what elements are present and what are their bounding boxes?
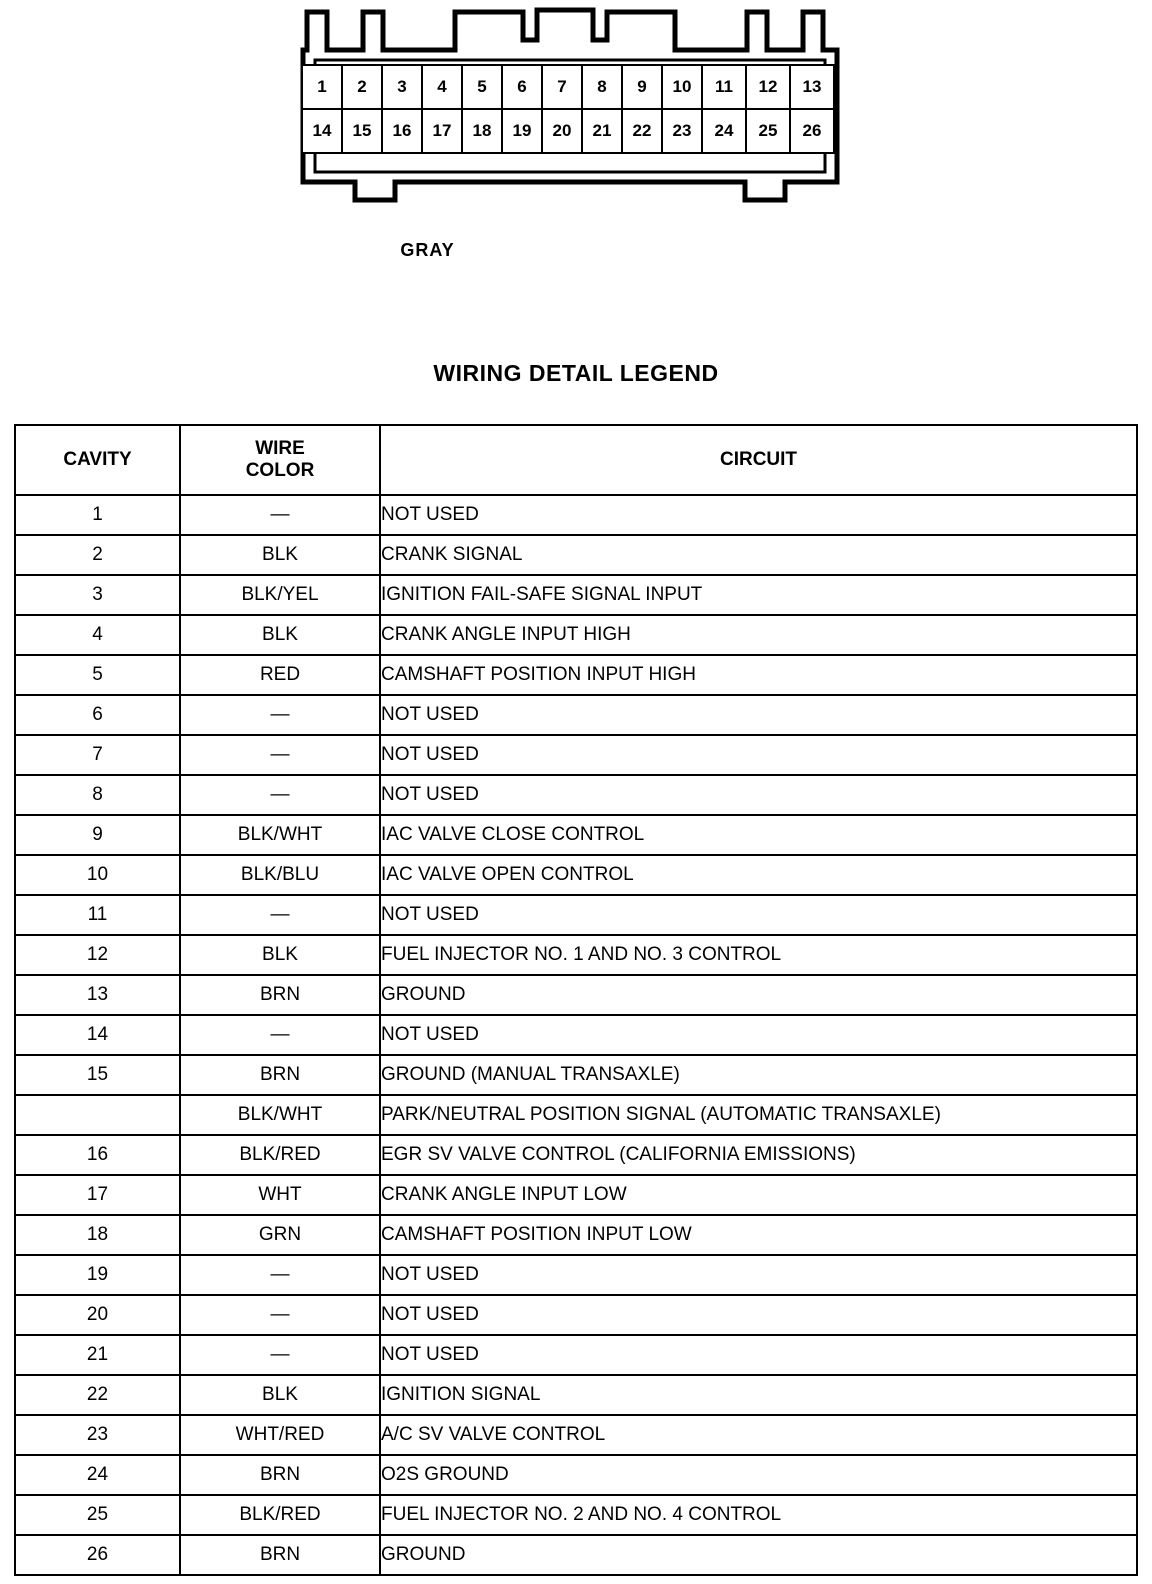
table-row [15, 855, 1137, 895]
pin-5: 5 [461, 64, 503, 110]
cell-cavity: 12 [15, 935, 180, 975]
cell-cavity: 22 [15, 1375, 180, 1415]
connector-body [285, 2, 855, 227]
cell-circuit: NOT USED [380, 1015, 1137, 1055]
cell-wire-color: BRN [180, 975, 380, 1015]
cell-circuit: IAC VALVE OPEN CONTROL [380, 855, 1137, 895]
pin-9: 9 [621, 64, 663, 110]
pin-7: 7 [541, 64, 583, 110]
table-row [15, 1135, 1137, 1175]
table-row [15, 1335, 1137, 1375]
header-wire-color-line1: WIRE [255, 438, 305, 460]
cell-cavity: 18 [15, 1215, 180, 1255]
cell-circuit: O2S GROUND [380, 1455, 1137, 1495]
pin-18: 18 [461, 108, 503, 154]
cell-wire-color: BLK/WHT [180, 815, 380, 855]
table-row [15, 535, 1137, 575]
cell-circuit: CRANK ANGLE INPUT LOW [380, 1175, 1137, 1215]
cell-circuit: NOT USED [380, 775, 1137, 815]
cell-circuit: GROUND (MANUAL TRANSAXLE) [380, 1055, 1137, 1095]
table-row [15, 1535, 1137, 1575]
cell-cavity: 19 [15, 1255, 180, 1295]
table-row [15, 895, 1137, 935]
pin-15: 15 [341, 108, 383, 154]
pin-16: 16 [381, 108, 423, 154]
connector-color-label: GRAY [400, 240, 455, 260]
pin-24: 24 [701, 108, 747, 154]
cell-wire-color: BLK/YEL [180, 575, 380, 615]
cell-circuit: NOT USED [380, 735, 1137, 775]
cell-circuit: CAMSHAFT POSITION INPUT HIGH [380, 655, 1137, 695]
pin-grid [301, 64, 833, 154]
cell-wire-color: RED [180, 655, 380, 695]
table-row [15, 1095, 1137, 1135]
pin-14: 14 [301, 108, 343, 154]
cell-cavity: 1 [15, 495, 180, 535]
cell-wire-color: BLK [180, 935, 380, 975]
cell-circuit: CAMSHAFT POSITION INPUT LOW [380, 1215, 1137, 1255]
cell-cavity [15, 1095, 180, 1135]
cell-circuit: NOT USED [380, 895, 1137, 935]
cell-cavity: 16 [15, 1135, 180, 1175]
header-wire-color [180, 425, 380, 495]
cell-wire-color: — [180, 775, 380, 815]
cell-wire-color: — [180, 1015, 380, 1055]
cell-cavity: 5 [15, 655, 180, 695]
header-wire-color-line2: COLOR [245, 460, 315, 481]
cell-circuit: CRANK SIGNAL [380, 535, 1137, 575]
cell-wire-color: BLK/RED [180, 1495, 380, 1535]
header-circuit: CIRCUIT [380, 425, 1137, 495]
cell-circuit: EGR SV VALVE CONTROL (CALIFORNIA EMISSIONS) [380, 1135, 1137, 1175]
cell-circuit: GROUND [380, 1535, 1137, 1575]
cell-cavity: 10 [15, 855, 180, 895]
cell-cavity: 11 [15, 895, 180, 935]
table-row [15, 1415, 1137, 1455]
table-row [15, 695, 1137, 735]
cell-circuit: NOT USED [380, 695, 1137, 735]
header-cavity: CAVITY [15, 425, 180, 495]
cell-circuit: NOT USED [380, 1255, 1137, 1295]
cell-circuit: NOT USED [380, 1295, 1137, 1335]
table-row [15, 1015, 1137, 1055]
cell-wire-color: — [180, 735, 380, 775]
cell-wire-color: GRN [180, 1215, 380, 1255]
cell-cavity: 2 [15, 535, 180, 575]
cell-circuit: PARK/NEUTRAL POSITION SIGNAL (AUTOMATIC TRANSAXLE) [380, 1095, 1137, 1135]
cell-circuit: IAC VALVE CLOSE CONTROL [380, 815, 1137, 855]
table-row [15, 1255, 1137, 1295]
table-row [15, 1055, 1137, 1095]
table-row [15, 575, 1137, 615]
cell-cavity: 4 [15, 615, 180, 655]
pin-22: 22 [621, 108, 663, 154]
cell-cavity: 23 [15, 1415, 180, 1455]
pin-12: 12 [745, 64, 791, 110]
cell-wire-color: — [180, 695, 380, 735]
cell-cavity: 6 [15, 695, 180, 735]
cell-wire-color: BRN [180, 1535, 380, 1575]
cell-cavity: 8 [15, 775, 180, 815]
cell-cavity: 17 [15, 1175, 180, 1215]
pin-11: 11 [701, 64, 747, 110]
table-row [15, 1455, 1137, 1495]
cell-wire-color: — [180, 495, 380, 535]
cell-circuit: FUEL INJECTOR NO. 1 AND NO. 3 CONTROL [380, 935, 1137, 975]
cell-circuit: NOT USED [380, 495, 1137, 535]
cell-cavity: 26 [15, 1535, 180, 1575]
table-row [15, 935, 1137, 975]
connector-diagram [0, 0, 1152, 290]
pin-row-bottom [301, 108, 833, 154]
cell-circuit: IGNITION SIGNAL [380, 1375, 1137, 1415]
cell-wire-color: BLK [180, 535, 380, 575]
pin-26: 26 [789, 108, 835, 154]
pin-1: 1 [301, 64, 343, 110]
table-row [15, 1175, 1137, 1215]
cell-circuit: IGNITION FAIL-SAFE SIGNAL INPUT [380, 575, 1137, 615]
cell-wire-color: BLK/WHT [180, 1095, 380, 1135]
cell-cavity: 9 [15, 815, 180, 855]
cell-cavity: 20 [15, 1295, 180, 1335]
table-row [15, 1495, 1137, 1535]
table-row [15, 495, 1137, 535]
cell-wire-color: — [180, 895, 380, 935]
table-row [15, 975, 1137, 1015]
pin-21: 21 [581, 108, 623, 154]
cell-cavity: 25 [15, 1495, 180, 1535]
cell-cavity: 13 [15, 975, 180, 1015]
pin-19: 19 [501, 108, 543, 154]
cell-wire-color: — [180, 1255, 380, 1295]
cell-wire-color: WHT/RED [180, 1415, 380, 1455]
cell-wire-color: WHT [180, 1175, 380, 1215]
pin-row-top [301, 64, 833, 110]
legend-table-body [15, 495, 1137, 1575]
table-row [15, 1215, 1137, 1255]
cell-circuit: CRANK ANGLE INPUT HIGH [380, 615, 1137, 655]
wiring-legend-table [14, 424, 1138, 1576]
table-row [15, 815, 1137, 855]
table-row [15, 735, 1137, 775]
pin-20: 20 [541, 108, 583, 154]
pin-2: 2 [341, 64, 383, 110]
table-header-row [15, 425, 1137, 495]
cell-wire-color: BLK [180, 615, 380, 655]
table-row [15, 615, 1137, 655]
pin-3: 3 [381, 64, 423, 110]
cell-wire-color: BLK/RED [180, 1135, 380, 1175]
cell-cavity: 24 [15, 1455, 180, 1495]
cell-wire-color: — [180, 1295, 380, 1335]
pin-17: 17 [421, 108, 463, 154]
cell-wire-color: BRN [180, 1055, 380, 1095]
cell-cavity: 14 [15, 1015, 180, 1055]
legend-title: WIRING DETAIL LEGEND [433, 360, 719, 386]
cell-wire-color: — [180, 1335, 380, 1375]
pin-23: 23 [661, 108, 703, 154]
cell-wire-color: BLK/BLU [180, 855, 380, 895]
cell-wire-color: BRN [180, 1455, 380, 1495]
cell-cavity: 21 [15, 1335, 180, 1375]
pin-6: 6 [501, 64, 543, 110]
cell-circuit: FUEL INJECTOR NO. 2 AND NO. 4 CONTROL [380, 1495, 1137, 1535]
table-row [15, 1375, 1137, 1415]
pin-25: 25 [745, 108, 791, 154]
cell-cavity: 3 [15, 575, 180, 615]
pin-4: 4 [421, 64, 463, 110]
table-row [15, 655, 1137, 695]
cell-cavity: 15 [15, 1055, 180, 1095]
legend-table-container [14, 424, 1136, 1576]
cell-wire-color: BLK [180, 1375, 380, 1415]
pin-8: 8 [581, 64, 623, 110]
pin-13: 13 [789, 64, 835, 110]
table-row [15, 775, 1137, 815]
cell-circuit: A/C SV VALVE CONTROL [380, 1415, 1137, 1455]
cell-circuit: NOT USED [380, 1335, 1137, 1375]
cell-cavity: 7 [15, 735, 180, 775]
pin-10: 10 [661, 64, 703, 110]
cell-circuit: GROUND [380, 975, 1137, 1015]
table-row [15, 1295, 1137, 1335]
